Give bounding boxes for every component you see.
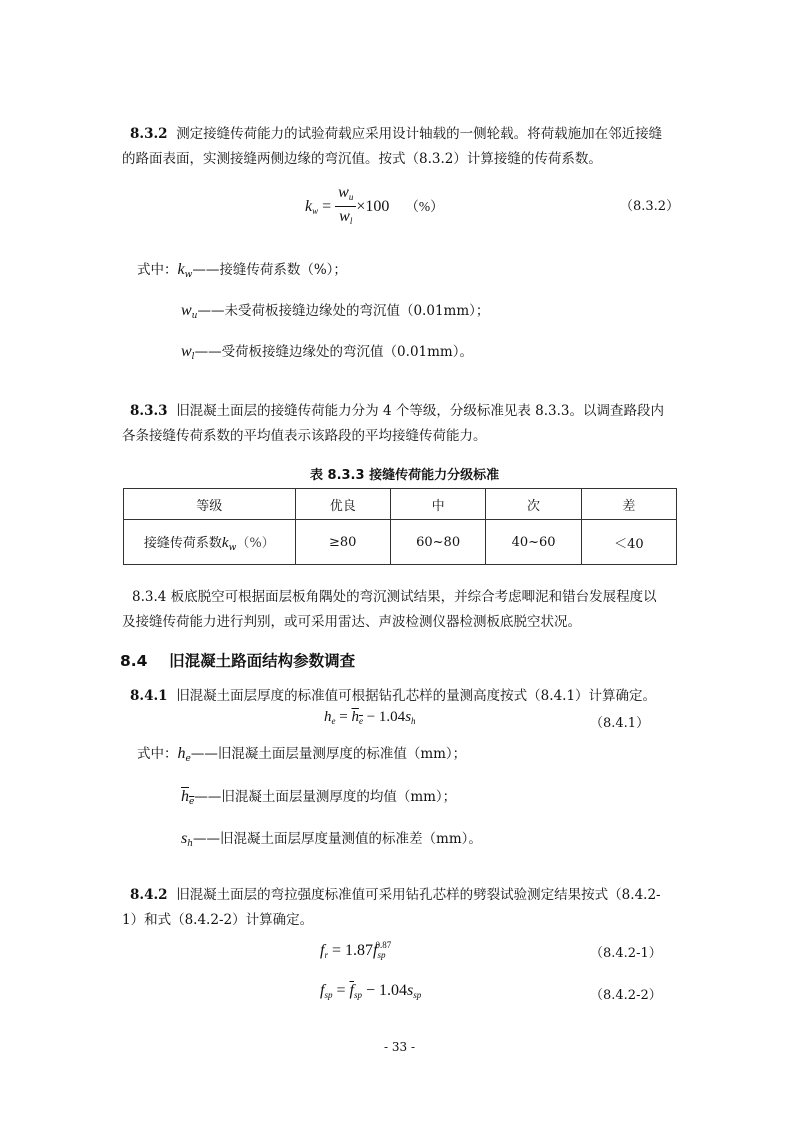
table-header-cell: 等级 (124, 489, 296, 520)
table-cell: ≥80 (295, 520, 390, 565)
formula-841-lhs-sub: e (331, 716, 336, 726)
def-841-he-mean-sub: e (189, 797, 195, 807)
table-caption: 表 8.3.3 接缝传荷能力分级标准 (310, 468, 500, 483)
page-number: - 33 - (384, 1040, 416, 1054)
eqno-832: （8.3.2） (620, 199, 680, 214)
def-832-kw-sub: w (184, 270, 193, 280)
formula-8422-f: $\overline{f}$ (349, 982, 354, 999)
def-841-he (137, 741, 466, 772)
para-833-text1: 旧混凝土面层的接缝传荷能力分为 4 个等级，分级标准见表 8.3.3。以调查路段内 (176, 403, 664, 419)
eqno-8421: （8.4.2-1） (590, 946, 662, 961)
section-heading-84-title: 旧混凝土路面结构参数调查 (169, 652, 356, 670)
table-row-sym: k (221, 534, 229, 551)
def-832-wu-text: ——未受荷板接缝边缘处的弯沉值（0.01mm）； (197, 303, 490, 319)
para-832-text1: 测定接缝传荷能力的试验荷载应采用设计轴载的一侧轮载。将荷载施加在邻近接缝 (176, 126, 663, 142)
eqno-8422: （8.4.2-2） (590, 988, 662, 1003)
def-841-he-mean-text: ——旧混凝土面层量测厚度的均值（mm）； (194, 789, 457, 805)
formula-8421-lhs-sub: r (324, 950, 328, 960)
para-833-line2: 各条接缝传荷系数的平均值表示该路段的平均接缝传荷能力。 (122, 428, 487, 444)
formula-841 (324, 709, 416, 726)
formula-8421 (320, 940, 391, 960)
para-832-line1 (130, 122, 662, 147)
para-841-line1 (130, 684, 656, 709)
def-841-sh-sub: h (187, 839, 194, 849)
where-label-832: 式中： (137, 262, 178, 278)
formula-832-lhs-sub: w (312, 206, 319, 217)
def-832-kw-sym: k (177, 261, 185, 278)
table-row-sub: w (228, 542, 237, 553)
formula-832-num-sub: u (348, 192, 354, 202)
eqno-841: （8.4.1） (590, 716, 650, 731)
section-number-832: 8.3.2 (130, 126, 168, 142)
def-832-wu (181, 298, 489, 329)
formula-832-num: w (338, 184, 349, 201)
formula-8422 (320, 982, 421, 1000)
table-row-label (124, 520, 296, 565)
para-834-line2: 及接缝传荷能力进行判别，或可采用雷达、声波检测仪器检测板底脱空状况。 (122, 614, 581, 630)
table-header-cell: 优良 (295, 489, 390, 520)
formula-832-lhs: k (305, 198, 313, 216)
formula-8421-f-sup: 0.87 (375, 940, 392, 950)
table-header-row (124, 489, 677, 520)
formula-832-unit: （%） (405, 199, 444, 215)
table-cell: ＜40 (581, 520, 676, 565)
formula-832-times: ×100 (356, 198, 390, 216)
table-header-cell: 次 (486, 489, 581, 520)
para-832-line2: 的路面表面，实测接缝两侧边缘的弯沉值。按式（8.3.2）计算接缝的传荷系数。 (122, 151, 602, 167)
formula-841-s-sub: h (411, 716, 416, 726)
section-heading-84-num: 8.4 (120, 652, 148, 670)
formula-8421-lhs: f (320, 942, 325, 959)
grade-table (123, 488, 677, 565)
def-832-wl-sym: w (181, 343, 192, 360)
def-832-kw (137, 257, 347, 288)
formula-8422-f-sub: sp (353, 990, 362, 1000)
formula-832 (305, 184, 444, 231)
table-header-cell: 中 (390, 489, 485, 520)
def-841-sh-text: ——旧混凝土面层厚度量测值的标准差（mm）。 (193, 831, 482, 847)
table-row-unit: （%） (236, 535, 275, 551)
formula-8421-f-sub: sp (377, 950, 386, 960)
def-841-he-sub: e (185, 754, 191, 764)
para-834-line1: 8.3.4 板底脱空可根据面层板角隅处的弯沉测试结果，并综合考虑唧泥和错台发展程度以 (132, 589, 657, 605)
def-832-kw-text: ——接缝传荷系数（%）； (192, 262, 347, 278)
def-841-sh-sym: s (181, 830, 188, 847)
formula-832-fraction (335, 184, 356, 231)
table-header-cell: 差 (581, 489, 676, 520)
formula-8421-f: f (373, 942, 378, 959)
section-number-833: 8.3.3 (130, 403, 168, 419)
formula-832-den-sub: l (349, 216, 353, 226)
def-841-he-text: ——旧混凝土面层量测厚度的标准值（mm）； (190, 746, 467, 762)
formula-8422-lhs-sub: sp (324, 990, 333, 1000)
table-cell: 40~60 (486, 520, 581, 565)
def-841-he-mean-sym: h (181, 788, 189, 805)
table-row (124, 520, 677, 565)
def-841-he-mean (181, 784, 456, 815)
formula-8422-lhs: f (320, 982, 325, 999)
formula-8422-s: s (407, 982, 414, 999)
para-842-line1 (130, 883, 661, 908)
def-832-wl (181, 339, 473, 370)
def-841-he-sym: h (177, 745, 186, 762)
formula-8422-s-sub: sp (413, 990, 422, 1000)
para-841-text1: 旧混凝土面层厚度的标准值可根据钻孔芯样的量测高度按式（8.4.1）计算确定。 (176, 688, 657, 704)
para-842-line2: 1）和式（8.4.2-2）计算确定。 (122, 912, 314, 928)
formula-841-eq: = (335, 709, 352, 725)
where-label-841: 式中： (137, 746, 178, 762)
formula-832-den: w (339, 208, 350, 225)
formula-832-eq: = (318, 198, 336, 216)
formula-841-mean-sub: e (358, 716, 363, 726)
formula-8421-rhs: = 1.87 (327, 942, 373, 959)
formula-8422-eq: = (332, 982, 350, 999)
table-cell: 60~80 (390, 520, 485, 565)
def-832-wu-sub: u (191, 311, 198, 321)
section-number-841: 8.4.1 (130, 688, 168, 704)
def-841-sh (181, 826, 482, 857)
formula-841-lhs: h (324, 709, 332, 725)
def-832-wl-text: ——受荷板接缝边缘处的弯沉值（0.01mm）。 (194, 344, 473, 360)
section-heading-84 (120, 649, 355, 671)
formula-8422-minus: − 1.04 (361, 982, 407, 999)
section-number-842: 8.4.2 (130, 887, 168, 903)
def-832-wl-sub: l (191, 352, 195, 362)
formula-841-mean: h (351, 709, 359, 725)
def-832-wu-sym: w (181, 302, 192, 319)
para-842-text1: 旧混凝土面层的弯拉强度标准值可采用钻孔芯样的劈裂试验测定结果按式（8.4.2- (176, 887, 661, 903)
formula-841-s: s (405, 709, 412, 725)
formula-841-minus: − 1.04 (362, 709, 406, 725)
para-833-line1 (130, 399, 664, 424)
table-row-label-text: 接缝传荷系数 (143, 535, 222, 551)
